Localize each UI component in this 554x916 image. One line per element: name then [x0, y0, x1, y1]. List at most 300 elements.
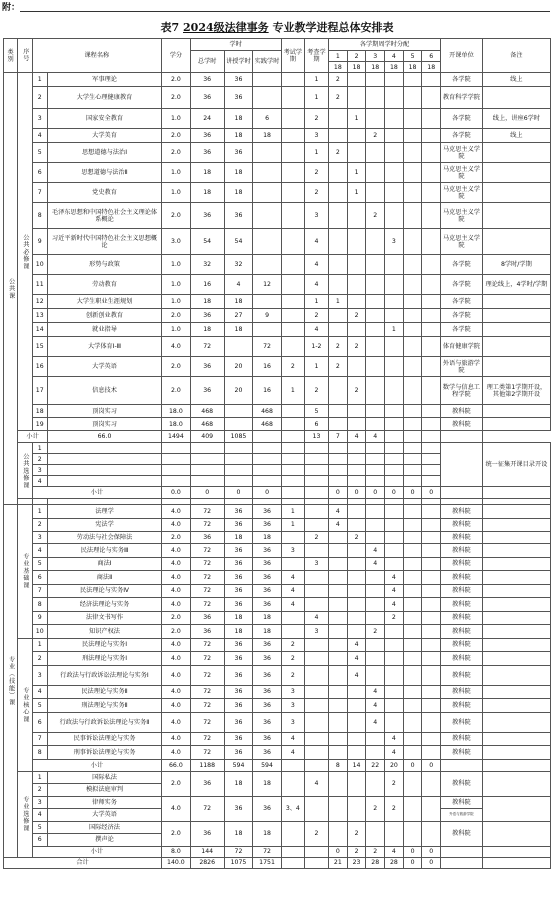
- col-k: [304, 584, 328, 598]
- semester-hours: [403, 337, 422, 357]
- subtotal-row: [4, 846, 551, 857]
- course-name: 大学体育Ⅰ-Ⅲ: [47, 337, 161, 357]
- semester-hours: [422, 611, 441, 625]
- semester-hours: [422, 625, 441, 639]
- semester-hours: [329, 598, 348, 612]
- empty: [162, 465, 191, 476]
- check-semester: 4: [304, 255, 328, 275]
- empty: [253, 431, 282, 443]
- check-semester: 1: [304, 73, 328, 87]
- semester-hours: [347, 611, 366, 625]
- semester-hours: 1: [385, 323, 404, 337]
- semester-hours: [385, 255, 404, 275]
- table-row: [4, 584, 551, 598]
- seq-number: 5: [32, 143, 47, 163]
- semester-hours: [422, 598, 441, 612]
- course-name: 民法理论与实务Ⅰ: [47, 638, 161, 652]
- semester-hours: [385, 143, 404, 163]
- category-major: 专业（技能）课: [4, 505, 18, 858]
- lecture-hours: 18: [224, 129, 253, 143]
- subtotal-l: 594: [224, 759, 253, 771]
- table-row: [4, 652, 551, 666]
- semester-hours: [422, 796, 441, 821]
- total-label: 合计: [4, 857, 162, 868]
- dept: 教育科学学院: [441, 87, 483, 109]
- semester-hours: [347, 405, 366, 418]
- table-row: [4, 611, 551, 625]
- semester-hours: [347, 357, 366, 377]
- check-semester: 1: [304, 87, 328, 109]
- course-name: 律师实务: [47, 796, 161, 809]
- semester-hours: [329, 821, 348, 846]
- semester-hours: [422, 685, 441, 699]
- lecture-hours: 32: [224, 255, 253, 275]
- semester-hours: [422, 652, 441, 666]
- course-name: 宪法学: [47, 518, 161, 532]
- subtotal-c: 66.0: [47, 431, 161, 443]
- course-name: 国际经济法: [47, 821, 161, 834]
- semester-hours: 4: [385, 584, 404, 598]
- semester-hours: [329, 323, 348, 337]
- semester-hours: [422, 163, 441, 183]
- semester-hours: [403, 405, 422, 418]
- seq-number: 5: [32, 821, 47, 834]
- empty: [441, 857, 483, 868]
- semester-hours: 4: [366, 685, 385, 699]
- col-e: 1: [281, 505, 304, 519]
- empty: [347, 443, 366, 454]
- semester-hours: [403, 323, 422, 337]
- dept: 各学院: [441, 309, 483, 323]
- empty: [224, 465, 253, 476]
- course-name: 劳动教育: [47, 275, 161, 295]
- semester-hours: [422, 638, 441, 652]
- col-l: 36: [224, 796, 253, 821]
- semester-hours: 4: [366, 557, 385, 571]
- practice-hours: [253, 229, 282, 255]
- semester-hours: [329, 255, 348, 275]
- subtotal-row: [4, 487, 551, 499]
- empty: [366, 443, 385, 454]
- col-p: 36: [253, 746, 282, 760]
- subtotal-semester: [403, 431, 422, 443]
- header-semester: 4: [385, 51, 404, 62]
- col-c: 4.0: [162, 584, 191, 598]
- semester-hours: [422, 357, 441, 377]
- empty: [304, 857, 328, 868]
- semester-hours: [385, 532, 404, 544]
- col-k: 4: [304, 771, 328, 796]
- subtotal-semester: 7: [329, 431, 348, 443]
- practice-hours: [253, 183, 282, 203]
- table-row: [4, 405, 551, 418]
- col-c: 4.0: [162, 685, 191, 699]
- semester-hours: 2: [366, 796, 385, 821]
- dept: 教科院: [441, 571, 483, 585]
- semester-hours: [366, 337, 385, 357]
- header-weeks: 18: [403, 62, 422, 73]
- col-e: 3、4: [281, 796, 304, 821]
- empty: [47, 454, 161, 465]
- semester-hours: 4: [347, 665, 366, 685]
- subtotal-t: 1494: [162, 431, 191, 443]
- semester-hours: 1: [347, 109, 366, 129]
- col-t: 72: [190, 638, 224, 652]
- course-name: 就业指导: [47, 323, 161, 337]
- note: [482, 183, 550, 203]
- semester-hours: [422, 183, 441, 203]
- total-hours: 468: [190, 418, 224, 431]
- total-hours: 18: [190, 295, 224, 309]
- dept: 教科院: [441, 611, 483, 625]
- note: [482, 418, 550, 431]
- lecture-hours: 18: [224, 295, 253, 309]
- col-c: 4.0: [162, 665, 191, 685]
- col-e: 4: [281, 746, 304, 760]
- total-hours: 36: [190, 129, 224, 143]
- note: [482, 796, 550, 821]
- semester-hours: 4: [366, 544, 385, 558]
- dept: 各学院: [441, 109, 483, 129]
- course-name: 思想道德与法治Ⅰ: [47, 143, 161, 163]
- lecture-hours: 36: [224, 73, 253, 87]
- col-k: [304, 746, 328, 760]
- semester-hours: [403, 796, 422, 821]
- col-e: [281, 821, 304, 846]
- semester-hours: 2: [329, 143, 348, 163]
- col-c: 4.0: [162, 712, 191, 732]
- semester-hours: [329, 183, 348, 203]
- note: [482, 611, 550, 625]
- subtotal-semester: 0: [347, 487, 366, 499]
- empty: [385, 476, 404, 487]
- table-number: 表7: [160, 21, 180, 34]
- table-row: [4, 203, 551, 229]
- col-p: 18: [253, 771, 282, 796]
- note: [482, 295, 550, 309]
- semester-hours: [422, 571, 441, 585]
- exam-semester: [281, 109, 304, 129]
- semester-hours: [329, 625, 348, 639]
- col-l: 36: [224, 571, 253, 585]
- semester-hours: [422, 732, 441, 746]
- course-name: 思想道德与法治Ⅱ: [47, 163, 161, 183]
- exam-semester: [281, 418, 304, 431]
- note: [482, 625, 550, 639]
- subtotal-semester: 2: [347, 846, 366, 857]
- practice-hours: 468: [253, 418, 282, 431]
- col-e: 1: [281, 518, 304, 532]
- course-name: 民法理论与实务Ⅳ: [47, 584, 161, 598]
- title-suffix: 专业教学进程总体安排表: [272, 21, 394, 34]
- empty: [329, 465, 348, 476]
- seq-number: 10: [32, 255, 47, 275]
- course-name: 毛泽东思想和中国特色社会主义理论体系概论: [47, 203, 161, 229]
- semester-hours: [329, 557, 348, 571]
- empty: [304, 846, 328, 857]
- header-dept: 开课单位: [441, 39, 483, 73]
- note: [482, 229, 550, 255]
- semester-hours: [329, 652, 348, 666]
- credit: 2.0: [162, 129, 191, 143]
- semester-hours: [422, 518, 441, 532]
- seq-number: 9: [32, 611, 47, 625]
- semester-hours: [347, 746, 366, 760]
- semester-hours: [385, 712, 404, 732]
- header-weeks: 18: [347, 62, 366, 73]
- practice-hours: 468: [253, 405, 282, 418]
- subtotal-t: 144: [190, 846, 224, 857]
- subtotal-semester: 0: [366, 487, 385, 499]
- empty: [162, 454, 191, 465]
- semester-hours: 1: [347, 163, 366, 183]
- subtotal-semester: 0: [422, 759, 441, 771]
- total-t: 2826: [190, 857, 224, 868]
- lecture-hours: 20: [224, 377, 253, 405]
- semester-hours: 4: [329, 518, 348, 532]
- semester-hours: [329, 584, 348, 598]
- semester-hours: [329, 771, 348, 796]
- semester-hours: [403, 163, 422, 183]
- col-l: 36: [224, 584, 253, 598]
- note: [482, 557, 550, 571]
- exam-semester: [281, 203, 304, 229]
- col-l: 36: [224, 665, 253, 685]
- dept: 马克思主义学院: [441, 143, 483, 163]
- table-row: [4, 309, 551, 323]
- total-hours: 18: [190, 323, 224, 337]
- empty: [347, 454, 366, 465]
- header-check: 考查学期: [304, 39, 328, 73]
- semester-hours: [329, 699, 348, 713]
- category-major-basic: 专业基础课: [18, 505, 32, 639]
- header-weeks: 18: [422, 62, 441, 73]
- col-p: 36: [253, 544, 282, 558]
- col-l: 36: [224, 685, 253, 699]
- subtotal-semester: 14: [347, 759, 366, 771]
- semester-hours: [403, 518, 422, 532]
- credit: 2.0: [162, 73, 191, 87]
- seq-number: 7: [32, 183, 47, 203]
- semester-hours: [366, 87, 385, 109]
- seq-number: 18: [32, 405, 47, 418]
- header-weeks: 18: [329, 62, 348, 73]
- semester-hours: [403, 598, 422, 612]
- col-l: 36: [224, 732, 253, 746]
- total-semester: 23: [347, 857, 366, 868]
- semester-hours: [422, 505, 441, 519]
- note: [482, 357, 550, 377]
- empty: [385, 465, 404, 476]
- semester-hours: [385, 109, 404, 129]
- semester-hours: 2: [366, 625, 385, 639]
- course-name: 创新创业教育: [47, 309, 161, 323]
- header-practice: 实践学时: [253, 51, 282, 73]
- empty: [366, 476, 385, 487]
- empty: [441, 443, 483, 487]
- col-k: 3: [304, 557, 328, 571]
- subtotal-label: 小计: [32, 487, 162, 499]
- check-semester: 5: [304, 405, 328, 418]
- col-c: 4.0: [162, 638, 191, 652]
- semester-hours: [385, 685, 404, 699]
- col-l: 18: [224, 532, 253, 544]
- practice-hours: 72: [253, 337, 282, 357]
- col-p: 36: [253, 571, 282, 585]
- semester-hours: 2: [347, 377, 366, 405]
- dept: 教科院: [441, 712, 483, 732]
- subtotal-semester: 0: [329, 846, 348, 857]
- semester-hours: [366, 109, 385, 129]
- semester-hours: [403, 638, 422, 652]
- col-l: 18: [224, 611, 253, 625]
- col-l: 36: [224, 638, 253, 652]
- semester-hours: [347, 418, 366, 431]
- semester-hours: [422, 544, 441, 558]
- semester-hours: [422, 73, 441, 87]
- subtotal-t: 0: [190, 487, 224, 499]
- semester-hours: [347, 544, 366, 558]
- empty: [385, 443, 404, 454]
- subtotal-p: 0: [253, 487, 282, 499]
- check-semester: 1: [304, 295, 328, 309]
- exam-semester: [281, 309, 304, 323]
- course-name: 刑法理论与实务Ⅱ: [47, 699, 161, 713]
- check-semester: 1-2: [304, 337, 328, 357]
- header-note: 备注: [482, 39, 550, 73]
- semester-hours: [347, 295, 366, 309]
- note: [482, 598, 550, 612]
- practice-hours: 18: [253, 129, 282, 143]
- col-e: [281, 532, 304, 544]
- empty: [403, 454, 422, 465]
- total-hours: 36: [190, 203, 224, 229]
- lecture-hours: 4: [224, 275, 253, 295]
- table-row: [4, 532, 551, 544]
- empty: [224, 443, 253, 454]
- semester-hours: [329, 746, 348, 760]
- semester-hours: [422, 323, 441, 337]
- total-hours: 36: [190, 377, 224, 405]
- semester-hours: [422, 418, 441, 431]
- empty: [329, 454, 348, 465]
- col-c: 4.0: [162, 652, 191, 666]
- seq-number: 6: [32, 712, 47, 732]
- note: [482, 712, 550, 732]
- empty: [366, 465, 385, 476]
- semester-hours: [366, 357, 385, 377]
- semester-hours: [385, 652, 404, 666]
- col-k: [304, 638, 328, 652]
- credit: 18.0: [162, 418, 191, 431]
- col-t: 72: [190, 557, 224, 571]
- semester-hours: [422, 405, 441, 418]
- col-t: 72: [190, 665, 224, 685]
- seq-number: 10: [32, 625, 47, 639]
- dept: 教科院: [441, 685, 483, 699]
- course-name: 顶岗实习: [47, 418, 161, 431]
- semester-hours: [403, 255, 422, 275]
- semester-hours: [329, 163, 348, 183]
- exam-semester: [281, 337, 304, 357]
- dept: 教科院: [441, 598, 483, 612]
- dept: 教科院: [441, 638, 483, 652]
- semester-hours: [403, 87, 422, 109]
- attachment-label: 附：: [2, 3, 21, 13]
- credit: 4.0: [162, 337, 191, 357]
- dept: 教科院: [441, 505, 483, 519]
- semester-hours: [347, 625, 366, 639]
- col-l: 36: [224, 505, 253, 519]
- col-e: 2: [281, 665, 304, 685]
- empty: [441, 431, 483, 443]
- empty: [281, 487, 304, 499]
- category-major-core: 专业核心课: [18, 638, 32, 771]
- total-hours: 36: [190, 87, 224, 109]
- course-name: 行政法与行政诉讼法理论与实务Ⅰ: [47, 665, 161, 685]
- credit: 2.0: [162, 87, 191, 109]
- exam-semester: 2: [281, 357, 304, 377]
- seq-number: 15: [32, 337, 47, 357]
- col-k: 2: [304, 532, 328, 544]
- col-l: 36: [224, 598, 253, 612]
- col-t: 72: [190, 699, 224, 713]
- semester-hours: 4: [366, 699, 385, 713]
- table-row: [4, 357, 551, 377]
- credit: 2.0: [162, 377, 191, 405]
- semester-hours: [403, 229, 422, 255]
- semester-hours: 2: [329, 357, 348, 377]
- course-name: 刑法理论与实务Ⅰ: [47, 652, 161, 666]
- subtotal-semester: [385, 431, 404, 443]
- empty: [422, 465, 441, 476]
- check-semester: 2: [304, 377, 328, 405]
- subtotal-semester: 4: [385, 846, 404, 857]
- table-row: [4, 418, 551, 431]
- course-name: 模拟法庭审判: [47, 784, 161, 797]
- semester-hours: [403, 544, 422, 558]
- check-semester: 4: [304, 323, 328, 337]
- col-t: 72: [190, 712, 224, 732]
- course-name: 大学英语: [47, 809, 161, 822]
- table-row: [4, 518, 551, 532]
- total-semester: 0: [422, 857, 441, 868]
- semester-hours: [329, 712, 348, 732]
- semester-hours: [385, 557, 404, 571]
- semester-hours: [403, 699, 422, 713]
- semester-hours: [329, 309, 348, 323]
- col-e: 4: [281, 571, 304, 585]
- semester-hours: [403, 73, 422, 87]
- course-name: 民法理论与实务Ⅲ: [47, 544, 161, 558]
- semester-hours: [366, 665, 385, 685]
- seq-number: 1: [32, 505, 47, 519]
- semester-hours: [403, 665, 422, 685]
- semester-hours: [366, 518, 385, 532]
- semester-hours: [347, 732, 366, 746]
- empty: [281, 465, 304, 476]
- semester-hours: [385, 337, 404, 357]
- seq-number: 3: [32, 465, 47, 476]
- credit: 1.0: [162, 323, 191, 337]
- empty: [281, 443, 304, 454]
- practice-hours: 12: [253, 275, 282, 295]
- empty: [190, 454, 224, 465]
- seq-number: 7: [32, 732, 47, 746]
- course-name: 习近平新时代中国特色社会主义思想概论: [47, 229, 161, 255]
- empty: [347, 476, 366, 487]
- semester-hours: [403, 746, 422, 760]
